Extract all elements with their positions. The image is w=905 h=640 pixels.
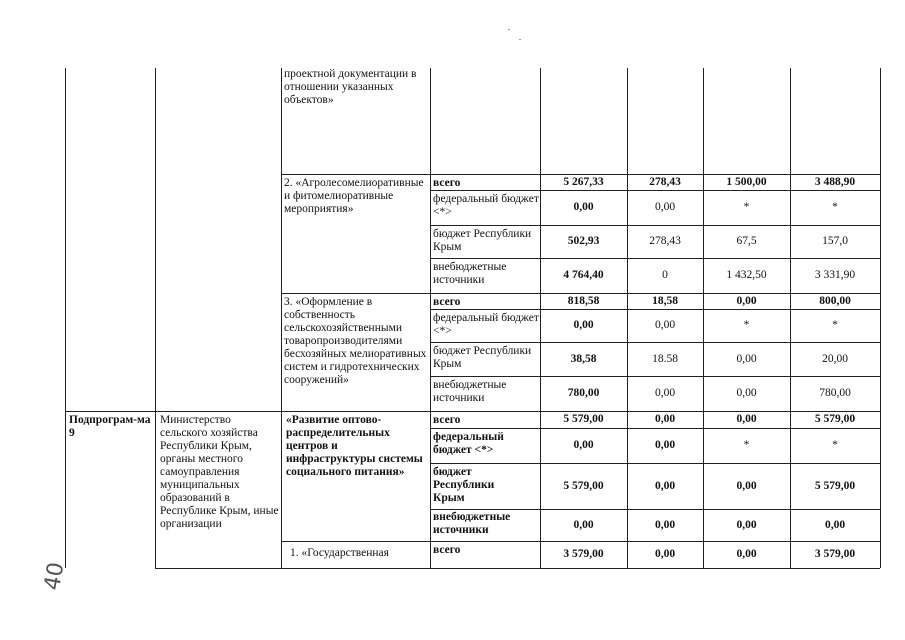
act2-year3: 3 331,90 — [814, 269, 856, 281]
subprogram-title: «Развитие оптово-распределительных центров и инфраструктуры системы социального питания» — [286, 414, 423, 478]
grid-line — [65, 68, 66, 568]
act3-year3: * — [832, 319, 838, 331]
act3-source: федеральный бюджет <*> — [433, 312, 539, 337]
act3-year1: 0,00 — [654, 387, 676, 399]
sub9-total: 0,00 — [573, 518, 594, 531]
act3-year1: 18.58 — [652, 352, 678, 365]
act3-year1: 18,58 — [652, 294, 678, 307]
sub9-year3: 5 579,00 — [814, 479, 856, 492]
act3-year2: * — [743, 319, 750, 331]
act2-year1: 278,43 — [649, 175, 681, 188]
act2-total: 4 764,40 — [563, 269, 604, 281]
scan-speck — [519, 39, 521, 40]
sub9-year1: 0,00 — [654, 413, 676, 425]
sub9-act1-total: 3 579,00 — [563, 548, 604, 560]
act2-year3: * — [832, 201, 838, 213]
sub9-act1-year3: 3 579,00 — [814, 548, 856, 560]
act2-total: 502,93 — [567, 235, 600, 247]
act2-year1: 0 — [662, 269, 668, 281]
act3-year3: 800,00 — [819, 294, 851, 307]
act2-year3: 157,0 — [822, 235, 848, 247]
activity-3-title: 3. «Оформление в собственность сельскохозяйственными товаропроизводителями бесхозяйных мелиоративных систем и гидротехнических сооружений» — [284, 296, 427, 386]
act2-year1: 278,43 — [649, 235, 681, 247]
act3-total: 818,58 — [567, 294, 600, 307]
act2-year2: 67,5 — [736, 235, 757, 247]
sub9-source: внебюджетные источники — [433, 511, 511, 536]
sub9-act1-year2: 0,00 — [736, 548, 757, 560]
act2-source: федеральный бюджет <*> — [433, 193, 539, 218]
act3-year2: 0,00 — [736, 352, 757, 365]
sub9-year2: 0,00 — [736, 479, 757, 492]
sub9-year1: 0,00 — [654, 518, 676, 531]
act3-source: внебюджетные источники — [433, 379, 507, 404]
sub9-year2: * — [743, 439, 750, 451]
sub9-year2: 0,00 — [736, 518, 757, 531]
act2-year2: * — [743, 201, 750, 213]
sub9-source: бюджет Республики Крым — [433, 466, 495, 504]
act2-year1: 0,00 — [654, 201, 676, 213]
act2-year3: 3 488,90 — [814, 175, 856, 188]
scan-speck — [508, 29, 510, 30]
sub9-total: 5 579,00 — [563, 479, 604, 492]
sub9-total: 0,00 — [573, 439, 594, 451]
grid-line — [880, 68, 881, 568]
subprogram-label: Подпрограм-ма 9 — [69, 414, 151, 439]
act3-source: всего — [433, 296, 461, 308]
sub9-year1: 0,00 — [654, 479, 676, 492]
act3-year2: 0,00 — [736, 387, 757, 399]
act2-total: 0,00 — [573, 201, 594, 213]
act3-source: бюджет Республики Крым — [433, 345, 532, 370]
page-number: 40 — [40, 560, 70, 593]
act3-year3: 780,00 — [819, 387, 851, 399]
subprogram-executor: Министерство сельского хозяйства Республики Крым, органы местного самоуправления муниципальных образований в Республике Крым, иные организации — [160, 414, 279, 530]
act3-year1: 0,00 — [654, 319, 676, 331]
activity-continued-text: проектной документации в отношении указанных объектов» — [284, 68, 417, 106]
sub9-year3: 5 579,00 — [814, 413, 856, 425]
act2-source: всего — [433, 177, 461, 189]
act3-year3: 20,00 — [822, 352, 848, 365]
sub9-act1-source: всего — [433, 544, 461, 556]
act2-year2: 1 500,00 — [726, 175, 767, 188]
sub9-total: 5 579,00 — [563, 413, 604, 425]
grid-line — [155, 568, 880, 569]
activity-2-title: 2. «Агролесомелиоративные и фитомелиоративные мероприятия» — [284, 177, 424, 215]
act2-source: бюджет Республики Крым — [433, 228, 532, 253]
sub9-activity-1-title: 1. «Государственная — [290, 547, 389, 559]
sub9-source: федеральный бюджет <*> — [433, 431, 504, 456]
sub9-year2: 0,00 — [736, 413, 757, 425]
sub9-year1: 0,00 — [654, 439, 676, 451]
grid-line — [155, 68, 156, 568]
act2-source: внебюджетные источники — [433, 261, 507, 286]
act3-total: 0,00 — [573, 319, 594, 331]
act3-total: 780,00 — [567, 387, 600, 399]
act3-year2: 0,00 — [736, 294, 757, 307]
act2-total: 5 267,33 — [563, 175, 604, 188]
act3-total: 38,58 — [570, 352, 597, 365]
sub9-year3: 0,00 — [824, 518, 846, 531]
grid-line — [430, 68, 431, 568]
act2-year2: 1 432,50 — [726, 269, 767, 281]
grid-line — [281, 68, 282, 568]
sub9-act1-year1: 0,00 — [654, 548, 676, 560]
sub9-source: всего — [433, 414, 461, 426]
sub9-year3: * — [832, 439, 838, 451]
